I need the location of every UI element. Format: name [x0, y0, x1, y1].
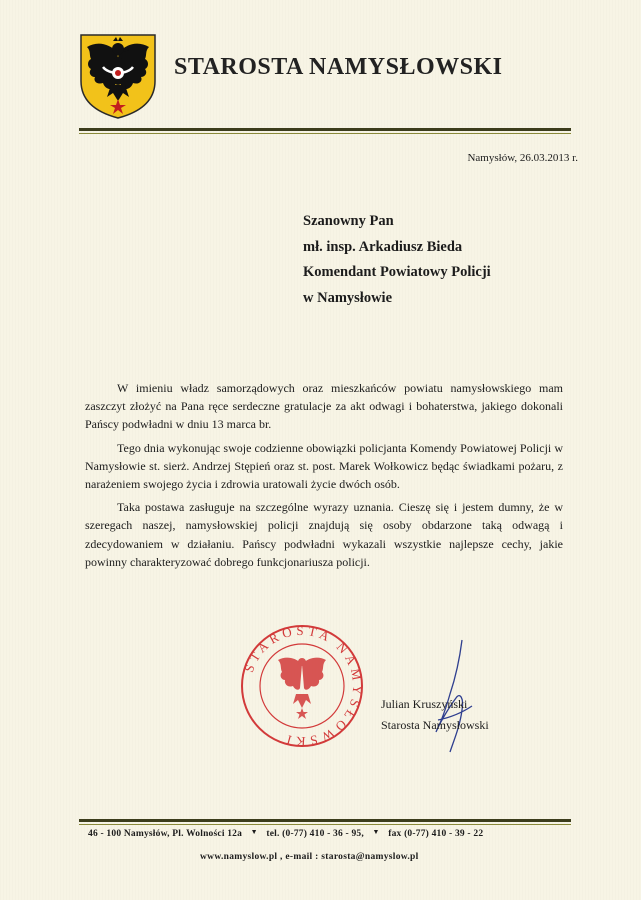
signer-title: Starosta Namysłowski [381, 718, 489, 732]
body-paragraph: Tego dnia wykonując swoje codzienne obowiązki policjanta Komendy Powiatowej Policji w Namysłowie st. sierż. Andrzej Stępień oraz st. post. Marek Wołkowicz będąc świadkami pożaru, z narażeniem swojego życia i zdrowia uratowali życie dwóch osób. [85, 440, 563, 492]
stamp-text: STAROSTA NAMYSŁOWSKI [241, 622, 366, 750]
addressee-line: Komendant Powiatowy Policji [303, 264, 491, 280]
body-paragraph: Taka postawa zasługuje na szczególne wyrazy uznania. Cieszę się i jestem dumny, że w szeregach naszej, namysłowskiej policji znajdują się osoby obdarzone taką odwagą i zdecydowaniem w działaniu. Pańscy podwładni wykazali wszystkie najlepsze cechy, jakie powinny charakteryzować dobrego funkcjonariusza policji. [85, 500, 563, 569]
letter-body [85, 379, 563, 576]
footer-divider [79, 819, 571, 825]
addressee-line: Szanowny Pan [303, 213, 394, 229]
header-divider [79, 128, 571, 134]
footer-address: 46 - 100 Namysłów, Pl. Wolności 12a [88, 829, 243, 839]
triangle-separator-icon: ▼ [372, 828, 380, 836]
official-stamp-seal [238, 622, 366, 750]
footer-phone: tel. (0-77) 410 - 36 - 95, [266, 829, 364, 839]
footer-fax: fax (0-77) 410 - 39 - 22 [388, 829, 484, 839]
signature-block [381, 694, 489, 736]
letter-date: Namysłów, 26.03.2013 r. [467, 152, 578, 164]
addressee-block [303, 213, 491, 315]
footer-web-email: www.namyslow.pl , e-mail : starosta@namyslow.pl [200, 852, 419, 862]
triangle-separator-icon: ▼ [250, 828, 258, 836]
coat-of-arms-eagle-icon [79, 33, 157, 119]
footer-contact-line [88, 828, 558, 839]
signer-name: Julian Kruszyński [381, 697, 468, 711]
body-paragraph: W imieniu władz samorządowych oraz mieszkańców powiatu namysłowskiego mam zaszczyt złożyć na Pana ręce serdeczne gratulacje za akt odwagi i bohaterstwa, jakiego dokonali Pańscy podwładni w dniu 13 marca br. [85, 381, 563, 432]
addressee-line: w Namysłowie [303, 289, 393, 306]
addressee-line: mł. insp. Arkadiusz Bieda [303, 238, 463, 255]
letterhead-title: STAROSTA NAMYSŁOWSKI [174, 54, 503, 80]
